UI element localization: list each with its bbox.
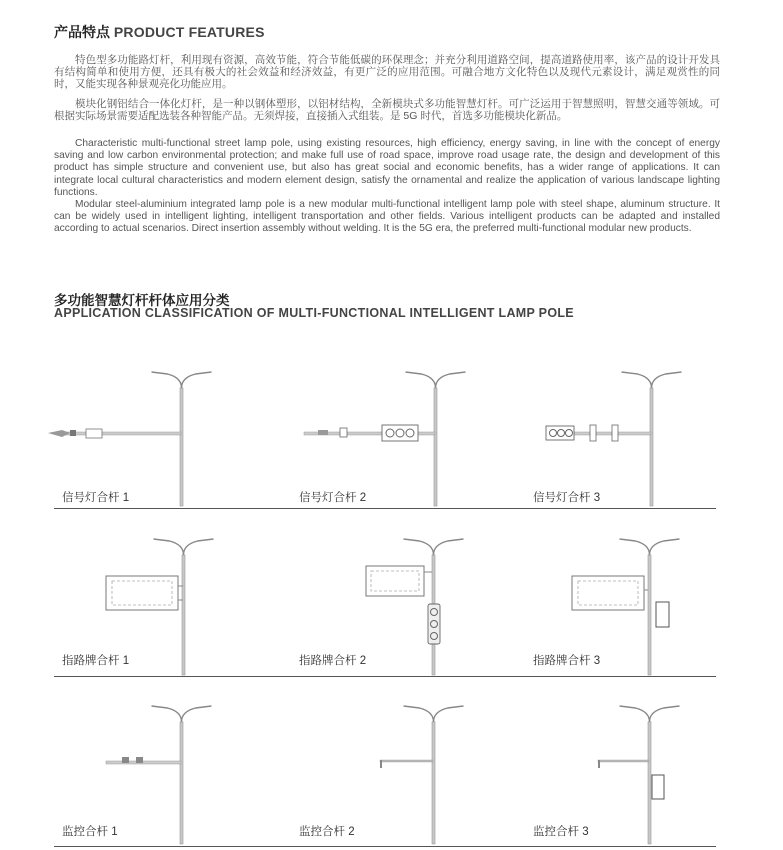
caption-signpost-3: 指路牌合杆 3 xyxy=(533,655,601,667)
row-divider-1 xyxy=(54,508,716,509)
pole-signal-1 xyxy=(48,372,212,506)
product-features-title-zh: 产品特点 xyxy=(54,24,110,40)
pole-signal-3 xyxy=(546,372,682,506)
pole-monitor-2 xyxy=(380,706,464,844)
caption-monitor-3: 监控合杆 3 xyxy=(533,826,589,838)
caption-monitor-2: 监控合杆 2 xyxy=(299,826,355,838)
features-paragraph-en-2: Modular steel-aluminium integrated lamp pole is a new modular multi-functional intelligent lamp pole with steel shape, aluminum structure. It can be widely used in intelligent lighting, intelligent transportation and other fields. Various intelligent products can be adapted and installed according to actual scenarios. Direct insertion assembly without welding. It is the 5G era, the preferred multi-functional modular new products. xyxy=(54,199,720,235)
application-title-zh: 多功能智慧灯杆杆体应用分类 xyxy=(54,293,230,308)
caption-signpost-2: 指路牌合杆 2 xyxy=(299,655,367,667)
caption-signal-3: 信号灯合杆 3 xyxy=(533,492,601,504)
features-paragraph-en-1: Characteristic multi-functional street lamp pole, using existing resources, high efficiency, energy saving, in line with the concept of energy saving and low carbon environmental protection; and make full use of road space, improve road usage rate, the design and development of this product has simple structure and convenient use, but also has great social and economic benefits, has a wider range of applications. It can integrate local cultural characteristics and modern element design, satisfy the ornamental and realize the application of various landscape lighting functions. xyxy=(54,138,720,198)
pole-signal-2 xyxy=(304,372,466,506)
caption-signal-2: 信号灯合杆 2 xyxy=(299,492,367,504)
caption-signpost-1: 指路牌合杆 1 xyxy=(62,655,130,667)
application-title-en: APPLICATION CLASSIFICATION OF MULTI-FUNCTIONAL INTELLIGENT LAMP POLE xyxy=(54,306,574,320)
pole-monitor-3 xyxy=(598,706,680,844)
row-divider-2 xyxy=(54,676,716,677)
caption-signal-1: 信号灯合杆 1 xyxy=(62,492,130,504)
product-features-title-en: PRODUCT FEATURES xyxy=(113,24,265,40)
row-divider-3 xyxy=(54,846,716,847)
pole-signpost-2 xyxy=(366,539,464,675)
pole-monitor-1 xyxy=(106,706,212,844)
caption-monitor-1: 监控合杆 1 xyxy=(62,826,118,838)
features-paragraph-zh-2: 模块化钢铝结合一体化灯杆，是一种以钢体塑形，以铝材结构，全新模块式多功能智慧灯杆。可广泛运用于智慧照明，智慧交通等领域。可根据实际场景需要适配选装各种智能产品。无须焊接，直接插入式组装。是 5G 时代，首选多功能模块化新品。 xyxy=(54,98,720,123)
features-paragraph-zh-1: 特色型多功能路灯杆，利用现有资源，高效节能，符合节能低碳的环保理念；并充分利用道路空间，提高道路使用率，该产品的设计开发具有结构简单和使用方便，还具有极大的社会效益和经济效益，有更广泛的应用范围。可融合地方文化特色以及现代元素设计，满足观赏性的同时，又能实现各种景观亮化功能应用。 xyxy=(54,54,720,91)
